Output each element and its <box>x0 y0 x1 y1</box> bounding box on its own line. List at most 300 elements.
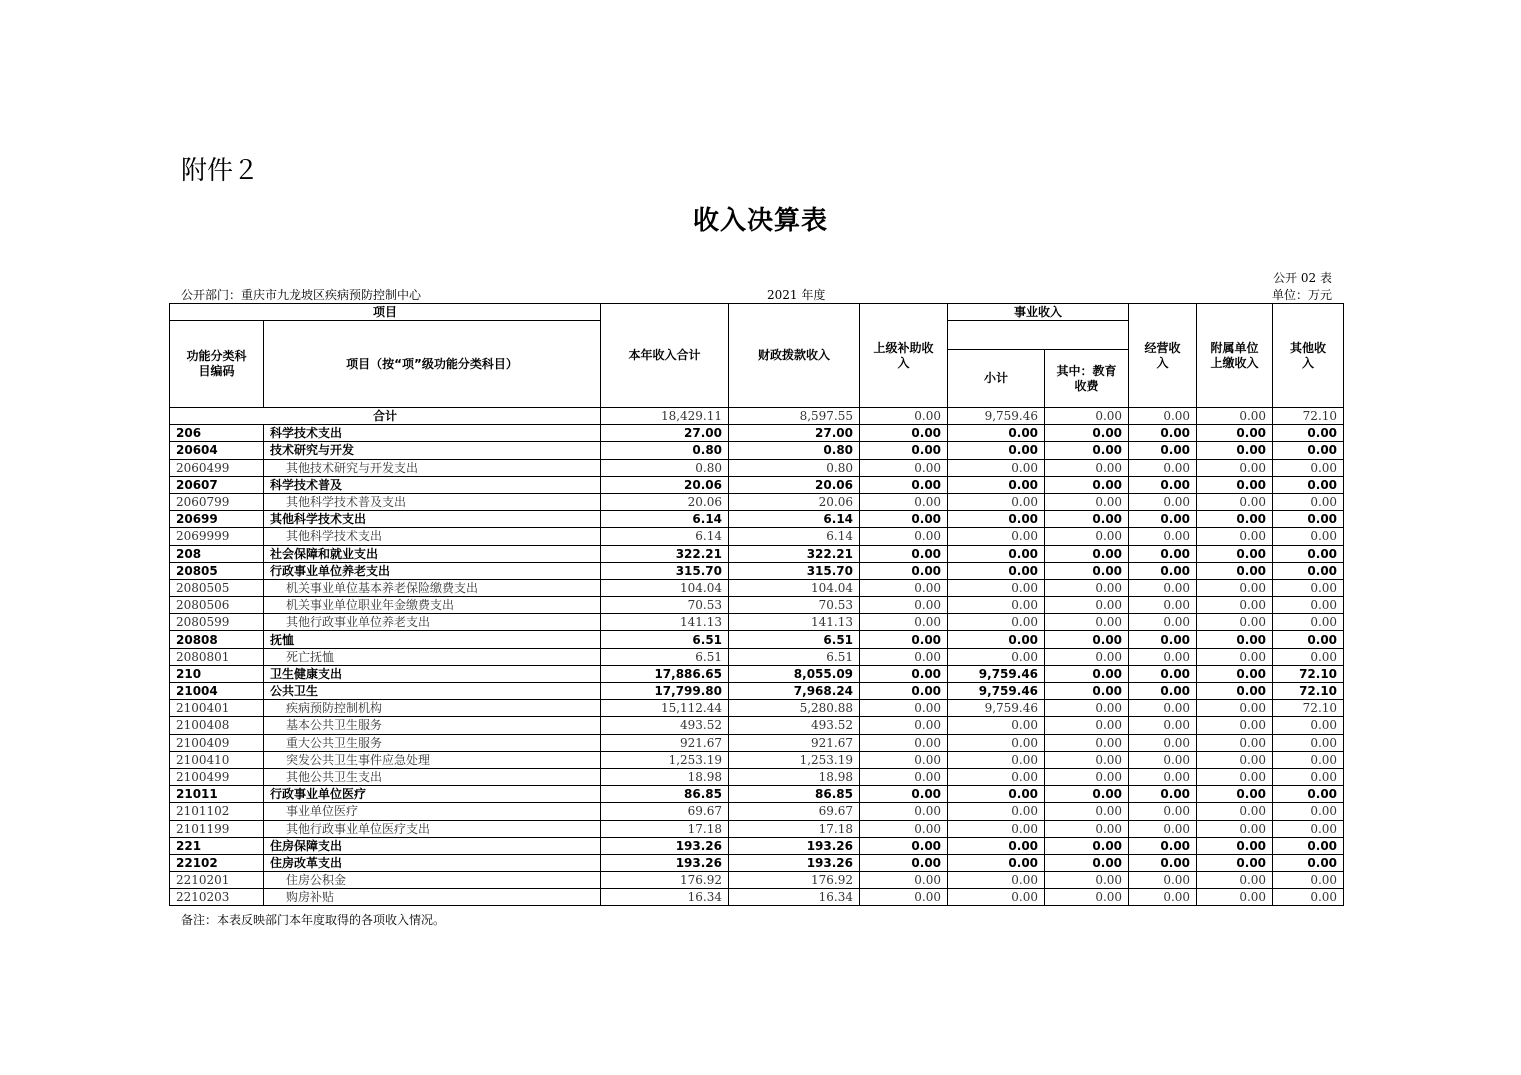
row-value: 0.00 <box>1273 854 1344 871</box>
header-project: 项目 <box>170 304 601 321</box>
footnote: 备注：本表反映部门本年度取得的各项收入情况。 <box>181 913 446 927</box>
row-value: 0.00 <box>1129 425 1197 442</box>
row-value: 0.00 <box>860 768 948 785</box>
row-value: 72.10 <box>1273 700 1344 717</box>
row-value: 0.00 <box>1129 786 1197 803</box>
row-value: 141.13 <box>729 614 860 631</box>
table-row <box>170 579 1344 596</box>
row-value: 0.00 <box>1273 820 1344 837</box>
row-value: 0.00 <box>1197 803 1273 820</box>
header-superior-line1: 上级补助收 <box>873 340 934 355</box>
total-value: 0.00 <box>860 408 948 425</box>
row-value: 0.00 <box>1129 442 1197 459</box>
header-affiliated-line2: 上缴收入 <box>1210 355 1259 370</box>
row-value: 69.67 <box>601 803 729 820</box>
row-value: 0.00 <box>1273 493 1344 510</box>
row-value: 15,112.44 <box>601 700 729 717</box>
table-row <box>170 683 1344 700</box>
row-value: 0.00 <box>860 820 948 837</box>
row-name: 行政事业单位医疗 <box>264 786 601 803</box>
row-value: 0.00 <box>860 528 948 545</box>
row-value: 7,968.24 <box>729 683 860 700</box>
row-value: 0.00 <box>860 734 948 751</box>
row-value: 0.00 <box>1273 837 1344 854</box>
row-code: 2080599 <box>170 614 264 631</box>
row-value: 0.00 <box>948 425 1045 442</box>
row-value: 0.00 <box>1197 528 1273 545</box>
row-value: 0.00 <box>948 854 1045 871</box>
row-value: 0.00 <box>1129 717 1197 734</box>
row-value: 0.00 <box>860 803 948 820</box>
row-name: 其他科学技术支出 <box>264 511 601 528</box>
row-code: 22102 <box>170 854 264 871</box>
row-value: 0.00 <box>1197 665 1273 682</box>
row-value: 0.00 <box>1197 579 1273 596</box>
row-value: 0.00 <box>1197 545 1273 562</box>
row-value: 193.26 <box>729 854 860 871</box>
row-value: 0.00 <box>948 614 1045 631</box>
table-row <box>170 511 1344 528</box>
row-value: 0.00 <box>1273 614 1344 631</box>
row-value: 0.00 <box>1273 442 1344 459</box>
row-code: 2080506 <box>170 597 264 614</box>
row-code: 2069999 <box>170 528 264 545</box>
row-value: 6.14 <box>601 528 729 545</box>
page-title: 收入决算表 <box>692 206 828 236</box>
row-value: 193.26 <box>729 837 860 854</box>
header-operating <box>1129 304 1197 408</box>
row-value: 0.00 <box>948 648 1045 665</box>
table-row <box>170 528 1344 545</box>
table-row <box>170 665 1344 682</box>
row-value: 0.00 <box>1273 803 1344 820</box>
row-value: 0.00 <box>948 820 1045 837</box>
row-value: 0.00 <box>948 768 1045 785</box>
row-value: 0.00 <box>948 562 1045 579</box>
row-value: 0.00 <box>1197 768 1273 785</box>
row-name: 社会保障和就业支出 <box>264 545 601 562</box>
row-value: 0.00 <box>1045 597 1129 614</box>
header-code <box>170 321 264 408</box>
row-value: 0.00 <box>1273 648 1344 665</box>
row-value: 0.00 <box>1197 614 1273 631</box>
row-value: 86.85 <box>729 786 860 803</box>
table-row <box>170 854 1344 871</box>
row-value: 0.00 <box>1129 820 1197 837</box>
header-fiscal: 财政拨款收入 <box>729 304 860 408</box>
row-value: 0.00 <box>860 597 948 614</box>
table-row <box>170 425 1344 442</box>
row-value: 6.51 <box>729 631 860 648</box>
row-value: 0.00 <box>1045 872 1129 889</box>
row-value: 0.00 <box>860 562 948 579</box>
row-value: 0.00 <box>1273 511 1344 528</box>
row-code: 2100408 <box>170 717 264 734</box>
row-code: 2060799 <box>170 493 264 510</box>
row-value: 0.00 <box>1197 476 1273 493</box>
row-value: 1,253.19 <box>729 751 860 768</box>
row-name: 购房补贴 <box>264 889 601 906</box>
row-value: 0.00 <box>1045 683 1129 700</box>
header-operating-line2: 入 <box>1156 355 1169 370</box>
row-name: 机关事业单位基本养老保险缴费支出 <box>264 579 601 596</box>
row-value: 17,886.65 <box>601 665 729 682</box>
total-label: 合计 <box>170 408 601 425</box>
row-value: 20.06 <box>601 493 729 510</box>
attachment-label: 附件２ <box>181 156 260 186</box>
table-row <box>170 768 1344 785</box>
row-value: 0.00 <box>1129 700 1197 717</box>
row-value: 0.00 <box>1197 751 1273 768</box>
row-value: 0.00 <box>860 889 948 906</box>
row-value: 0.00 <box>860 425 948 442</box>
row-value: 72.10 <box>1273 665 1344 682</box>
row-value: 17.18 <box>729 820 860 837</box>
row-value: 0.00 <box>948 528 1045 545</box>
row-value: 9,759.46 <box>948 665 1045 682</box>
row-value: 0.00 <box>1129 751 1197 768</box>
row-value: 27.00 <box>729 425 860 442</box>
row-value: 0.00 <box>1129 528 1197 545</box>
row-value: 0.80 <box>729 442 860 459</box>
row-value: 0.00 <box>1045 545 1129 562</box>
row-name: 行政事业单位养老支出 <box>264 562 601 579</box>
row-value: 921.67 <box>601 734 729 751</box>
row-value: 0.00 <box>1197 631 1273 648</box>
row-value: 0.00 <box>1273 528 1344 545</box>
table-row <box>170 648 1344 665</box>
row-value: 0.00 <box>1129 683 1197 700</box>
row-value: 921.67 <box>729 734 860 751</box>
row-code: 2210201 <box>170 872 264 889</box>
row-value: 0.00 <box>948 734 1045 751</box>
row-value: 0.00 <box>1129 889 1197 906</box>
row-name: 科学技术普及 <box>264 476 601 493</box>
row-name: 其他科学技术支出 <box>264 528 601 545</box>
row-value: 0.80 <box>601 442 729 459</box>
total-value: 0.00 <box>1197 408 1273 425</box>
row-value: 0.00 <box>1129 545 1197 562</box>
row-value: 0.00 <box>948 631 1045 648</box>
header-superior <box>860 304 948 408</box>
row-value: 70.53 <box>729 597 860 614</box>
row-value: 0.00 <box>1045 700 1129 717</box>
row-value: 0.00 <box>1197 511 1273 528</box>
row-value: 0.00 <box>1273 889 1344 906</box>
row-name: 公共卫生 <box>264 683 601 700</box>
row-name: 事业单位医疗 <box>264 803 601 820</box>
row-code: 2210203 <box>170 889 264 906</box>
row-value: 0.00 <box>860 631 948 648</box>
row-value: 0.00 <box>1197 648 1273 665</box>
row-value: 0.00 <box>948 717 1045 734</box>
row-value: 0.00 <box>860 459 948 476</box>
row-value: 0.00 <box>1197 889 1273 906</box>
row-code: 2100401 <box>170 700 264 717</box>
row-code: 20607 <box>170 476 264 493</box>
row-name: 其他技术研究与开发支出 <box>264 459 601 476</box>
row-value: 0.00 <box>1197 459 1273 476</box>
row-value: 0.00 <box>1273 425 1344 442</box>
row-value: 0.00 <box>1045 579 1129 596</box>
row-value: 0.00 <box>1197 837 1273 854</box>
table-row <box>170 700 1344 717</box>
row-value: 0.00 <box>860 837 948 854</box>
row-value: 0.00 <box>1045 665 1129 682</box>
row-name: 其他公共卫生支出 <box>264 768 601 785</box>
table-row <box>170 803 1344 820</box>
row-value: 0.00 <box>1045 786 1129 803</box>
row-value: 493.52 <box>729 717 860 734</box>
table-row <box>170 562 1344 579</box>
row-name: 死亡抚恤 <box>264 648 601 665</box>
row-value: 0.00 <box>1129 665 1197 682</box>
table-row <box>170 889 1344 906</box>
row-value: 0.00 <box>1045 631 1129 648</box>
table-row <box>170 597 1344 614</box>
row-value: 0.00 <box>948 459 1045 476</box>
row-name: 机关事业单位职业年金缴费支出 <box>264 597 601 614</box>
row-value: 0.00 <box>1273 597 1344 614</box>
row-value: 0.00 <box>1129 768 1197 785</box>
header-code-line2: 目编码 <box>198 364 235 378</box>
row-value: 0.00 <box>1129 579 1197 596</box>
table-row <box>170 545 1344 562</box>
row-code: 21004 <box>170 683 264 700</box>
row-value: 0.00 <box>1129 614 1197 631</box>
row-name: 住房公积金 <box>264 872 601 889</box>
row-value: 0.00 <box>1045 442 1129 459</box>
table-row <box>170 614 1344 631</box>
row-value: 0.00 <box>1045 734 1129 751</box>
row-value: 0.00 <box>1045 476 1129 493</box>
row-value: 0.00 <box>860 442 948 459</box>
row-value: 18.98 <box>601 768 729 785</box>
row-code: 210 <box>170 665 264 682</box>
row-value: 0.00 <box>1197 786 1273 803</box>
row-code: 2100409 <box>170 734 264 751</box>
row-value: 1,253.19 <box>601 751 729 768</box>
table-row <box>170 751 1344 768</box>
row-value: 141.13 <box>601 614 729 631</box>
row-value: 104.04 <box>729 579 860 596</box>
table-row <box>170 493 1344 510</box>
row-value: 193.26 <box>601 854 729 871</box>
row-value: 322.21 <box>729 545 860 562</box>
row-value: 0.00 <box>1273 545 1344 562</box>
header-other-line2: 入 <box>1302 355 1315 370</box>
row-value: 176.92 <box>729 872 860 889</box>
row-value: 0.00 <box>1197 597 1273 614</box>
header-operating-line1: 经营收 <box>1144 340 1181 355</box>
row-name: 基本公共卫生服务 <box>264 717 601 734</box>
row-value: 0.00 <box>1129 803 1197 820</box>
row-value: 0.00 <box>860 700 948 717</box>
row-value: 0.00 <box>1045 425 1129 442</box>
row-value: 8,055.09 <box>729 665 860 682</box>
row-value: 6.51 <box>601 648 729 665</box>
row-value: 0.00 <box>1129 734 1197 751</box>
row-value: 0.00 <box>1197 562 1273 579</box>
header-superior-line2: 入 <box>897 355 910 370</box>
table-row <box>170 837 1344 854</box>
row-code: 20808 <box>170 631 264 648</box>
row-value: 6.51 <box>729 648 860 665</box>
header-other <box>1273 304 1344 408</box>
year-label: 2021 年度 <box>767 288 826 302</box>
row-value: 20.06 <box>601 476 729 493</box>
total-value: 0.00 <box>1129 408 1197 425</box>
row-value: 0.00 <box>948 493 1045 510</box>
row-name: 其他行政事业单位养老支出 <box>264 614 601 631</box>
row-value: 0.00 <box>1045 820 1129 837</box>
row-value: 0.00 <box>860 579 948 596</box>
row-value: 0.00 <box>860 665 948 682</box>
row-value: 16.34 <box>601 889 729 906</box>
total-value: 0.00 <box>1045 408 1129 425</box>
row-value: 0.00 <box>1045 803 1129 820</box>
header-career: 事业收入 <box>948 304 1129 321</box>
row-value: 315.70 <box>601 562 729 579</box>
row-value: 0.00 <box>1273 459 1344 476</box>
row-value: 0.00 <box>1197 493 1273 510</box>
row-value: 0.00 <box>1045 717 1129 734</box>
header-total-income: 本年收入合计 <box>601 304 729 408</box>
row-value: 0.00 <box>1129 837 1197 854</box>
row-value: 9,759.46 <box>948 683 1045 700</box>
row-value: 493.52 <box>601 717 729 734</box>
row-value: 0.00 <box>860 476 948 493</box>
row-value: 72.10 <box>1273 683 1344 700</box>
header-affiliated <box>1197 304 1273 408</box>
row-value: 0.00 <box>948 597 1045 614</box>
row-value: 9,759.46 <box>948 700 1045 717</box>
row-value: 0.00 <box>948 837 1045 854</box>
income-table <box>169 303 1344 906</box>
row-value: 0.00 <box>948 545 1045 562</box>
row-name: 技术研究与开发 <box>264 442 601 459</box>
row-value: 0.00 <box>1129 493 1197 510</box>
row-value: 0.00 <box>1273 751 1344 768</box>
row-value: 0.00 <box>1273 562 1344 579</box>
row-value: 17.18 <box>601 820 729 837</box>
table-row <box>170 476 1344 493</box>
row-value: 0.00 <box>1129 597 1197 614</box>
row-value: 0.00 <box>948 751 1045 768</box>
row-name: 科学技术支出 <box>264 425 601 442</box>
row-value: 0.00 <box>948 442 1045 459</box>
row-value: 0.00 <box>948 889 1045 906</box>
row-value: 0.00 <box>1045 562 1129 579</box>
row-code: 2101102 <box>170 803 264 820</box>
total-value: 8,597.55 <box>729 408 860 425</box>
table-row <box>170 734 1344 751</box>
row-value: 0.00 <box>1045 751 1129 768</box>
row-value: 69.67 <box>729 803 860 820</box>
row-code: 20699 <box>170 511 264 528</box>
row-value: 20.06 <box>729 493 860 510</box>
row-value: 0.00 <box>1129 631 1197 648</box>
row-name: 其他行政事业单位医疗支出 <box>264 820 601 837</box>
row-value: 0.00 <box>860 786 948 803</box>
row-name: 突发公共卫生事件应急处理 <box>264 751 601 768</box>
table-row <box>170 442 1344 459</box>
row-code: 206 <box>170 425 264 442</box>
row-value: 0.00 <box>860 717 948 734</box>
department-label: 公开部门：重庆市九龙坡区疾病预防控制中心 <box>181 288 422 302</box>
row-value: 0.00 <box>1129 562 1197 579</box>
header-other-line1: 其他收 <box>1290 340 1327 355</box>
row-value: 86.85 <box>601 786 729 803</box>
row-value: 0.00 <box>860 614 948 631</box>
row-value: 0.00 <box>1045 648 1129 665</box>
row-code: 2100499 <box>170 768 264 785</box>
unit-label: 单位：万元 <box>1271 288 1332 302</box>
row-value: 0.00 <box>1273 768 1344 785</box>
row-value: 0.00 <box>1273 476 1344 493</box>
header-career-edu <box>1045 350 1129 408</box>
row-value: 0.00 <box>860 545 948 562</box>
row-name: 重大公共卫生服务 <box>264 734 601 751</box>
row-code: 2060499 <box>170 459 264 476</box>
row-value: 0.00 <box>1273 717 1344 734</box>
row-value: 0.00 <box>860 683 948 700</box>
row-value: 0.00 <box>860 872 948 889</box>
row-value: 0.00 <box>1129 872 1197 889</box>
row-value: 104.04 <box>601 579 729 596</box>
row-value: 0.00 <box>1197 717 1273 734</box>
row-value: 0.00 <box>948 803 1045 820</box>
row-code: 2080801 <box>170 648 264 665</box>
table-row <box>170 631 1344 648</box>
row-value: 0.00 <box>1045 493 1129 510</box>
row-value: 70.53 <box>601 597 729 614</box>
row-code: 2101199 <box>170 820 264 837</box>
row-value: 0.00 <box>860 648 948 665</box>
row-value: 5,280.88 <box>729 700 860 717</box>
row-name: 抚恤 <box>264 631 601 648</box>
row-value: 0.00 <box>1273 872 1344 889</box>
row-value: 0.00 <box>1045 614 1129 631</box>
header-affiliated-line1: 附属单位 <box>1210 340 1259 355</box>
row-value: 0.00 <box>1197 734 1273 751</box>
row-value: 0.00 <box>1197 425 1273 442</box>
row-value: 0.00 <box>1273 579 1344 596</box>
row-value: 0.00 <box>1045 528 1129 545</box>
row-value: 0.80 <box>729 459 860 476</box>
row-value: 193.26 <box>601 837 729 854</box>
row-value: 0.00 <box>1129 511 1197 528</box>
row-value: 176.92 <box>601 872 729 889</box>
row-value: 0.00 <box>948 579 1045 596</box>
row-name: 卫生健康支出 <box>264 665 601 682</box>
row-code: 2100410 <box>170 751 264 768</box>
row-value: 0.00 <box>948 511 1045 528</box>
table-row <box>170 717 1344 734</box>
row-value: 0.00 <box>860 493 948 510</box>
row-code: 208 <box>170 545 264 562</box>
row-value: 0.00 <box>1129 476 1197 493</box>
row-name: 住房改革支出 <box>264 854 601 871</box>
row-value: 6.14 <box>729 528 860 545</box>
form-number: 公开 02 表 <box>1273 271 1332 285</box>
row-value: 0.00 <box>1273 734 1344 751</box>
row-value: 0.00 <box>1129 648 1197 665</box>
row-value: 0.00 <box>948 872 1045 889</box>
header-career-edu-line1: 其中：教育 <box>1056 363 1117 378</box>
row-value: 0.00 <box>860 854 948 871</box>
row-value: 0.00 <box>1045 889 1129 906</box>
